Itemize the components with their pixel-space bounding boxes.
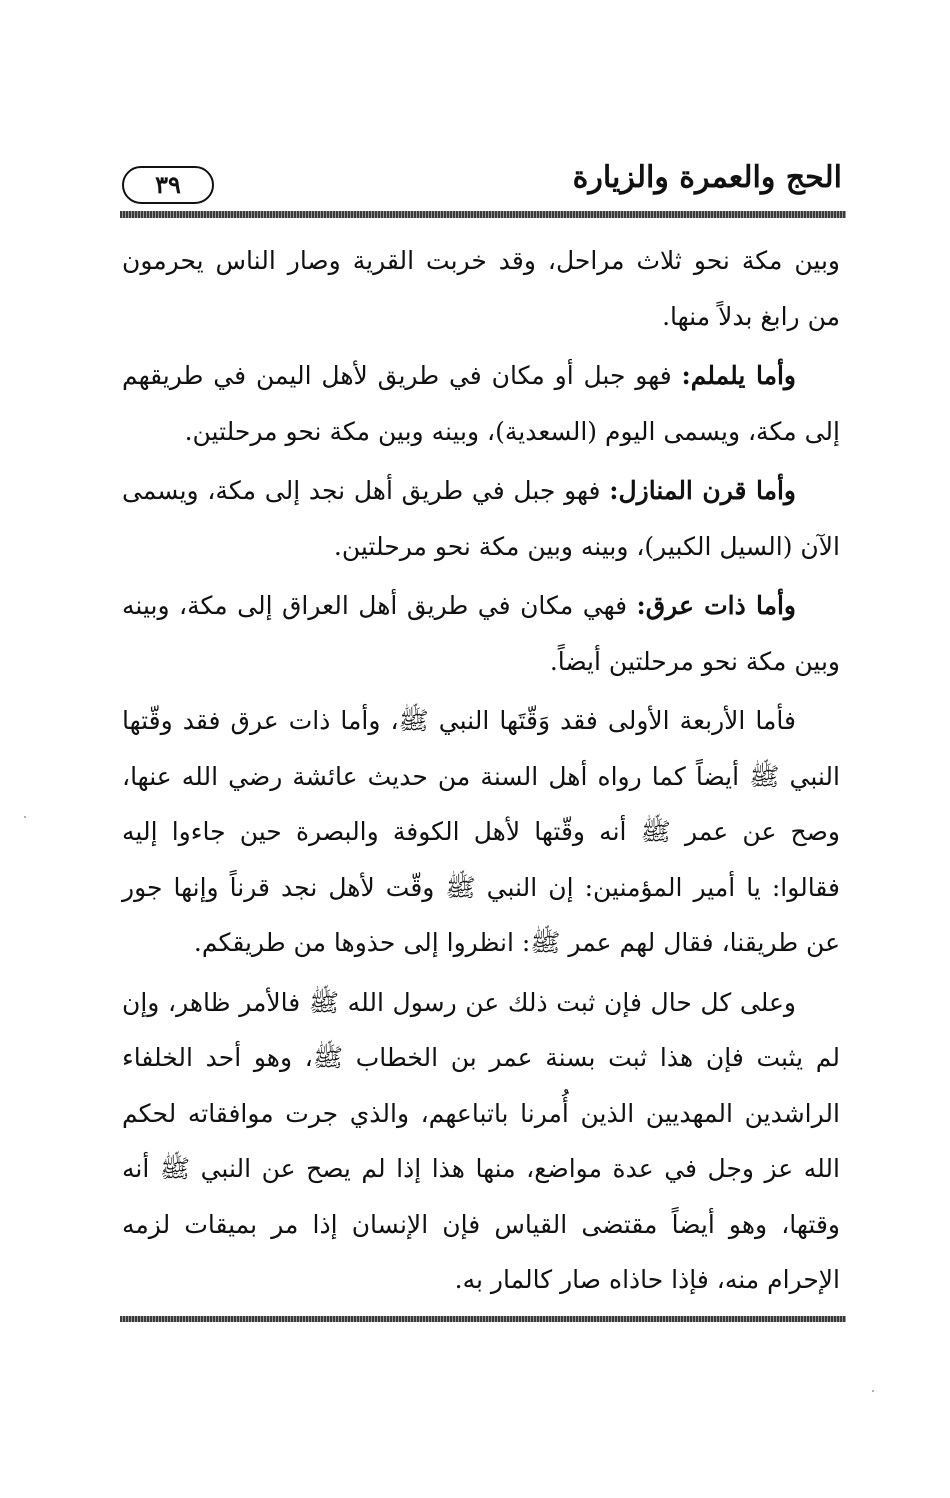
scan-speck (872, 1390, 874, 1392)
paragraph-text: وبين مكة نحو ثلاث مراحل، وقد خربت القرية وصار الناس يحرمون من رابغ بدلاً منها. (122, 246, 840, 331)
paragraph-text: فأما الأربعة الأولى فقد وَقّتَها النبي ﷺ، وأما ذات عرق فقد وقّتها النبي ﷺ أيضاً كما رواه أهل السنة من حديث عائشة رضي الله عنها، وصح عن عمر ﷺ أنه وقّتها لأهل الكوفة والبصرة حين جاءوا إليه فقالوا: يا أمير المؤمنين: إن النبي ﷺ وقّت لأهل نجد قرناً وإنها جور عن طريقنا، فقال لهم عمر ﷺ: انظروا إلى حذوها من طريقكم. (122, 706, 840, 957)
header-divider (120, 211, 846, 218)
paragraph-timing (122, 693, 840, 971)
paragraph-text: فهو جبل في طريق أهل نجد إلى مكة، ويسمى الآن (السيل الكبير)، وبينه وبين مكة نحو مرحلتين. (122, 476, 840, 561)
paragraph-text: وعلى كل حال فإن ثبت ذلك عن رسول الله ﷺ فالأمر ظاهر، وإن لم يثبت فإن هذا ثبت بسنة عمر بن الخطاب ﷺ، وهو أحد الخلفاء الراشدين المهديين الذين أُمرنا باتباعهم، والذي جرت موافقاته لحكم الله عز وجل في عدة مواضع، منها هذا إذا لم يصح عن النبي ﷺ أنه وقتها، وهو أيضاً مقتضى القياس فإن الإنسان إذا مر بميقات لزمه الإحرام منه، فإذا حاذاه صار كالمار به. (122, 987, 840, 1294)
term-yalamlam: وأما يلملم: (681, 361, 796, 390)
paragraph-yalamlam (122, 348, 840, 459)
paragraph-dhat-irq (122, 578, 840, 689)
paragraph-conclusion (122, 975, 840, 1308)
paragraph-text: فهو جبل أو مكان في طريق لأهل اليمن في طريقهم إلى مكة، ويسمى اليوم (السعدية)، وبينه وبين مكة نحو مرحلتين. (122, 361, 840, 446)
paragraph-text: فهي مكان في طريق أهل العراق إلى مكة، وبينه وبين مكة نحو مرحلتين أيضاً. (122, 591, 840, 676)
footer-divider (120, 1316, 846, 1322)
running-title: الحج والعمرة والزيارة (572, 160, 842, 195)
term-dhat-irq: وأما ذات عرق: (636, 591, 796, 620)
paragraph-qarn-al-manazil (122, 463, 840, 574)
term-qarn-al-manazil: وأما قرن المنازل: (609, 476, 796, 505)
body-text (122, 233, 840, 1312)
scan-speck (24, 816, 26, 818)
paragraph-continuation (122, 233, 840, 344)
page-number-badge: ٣٩ (122, 166, 214, 204)
page-header (118, 150, 846, 208)
